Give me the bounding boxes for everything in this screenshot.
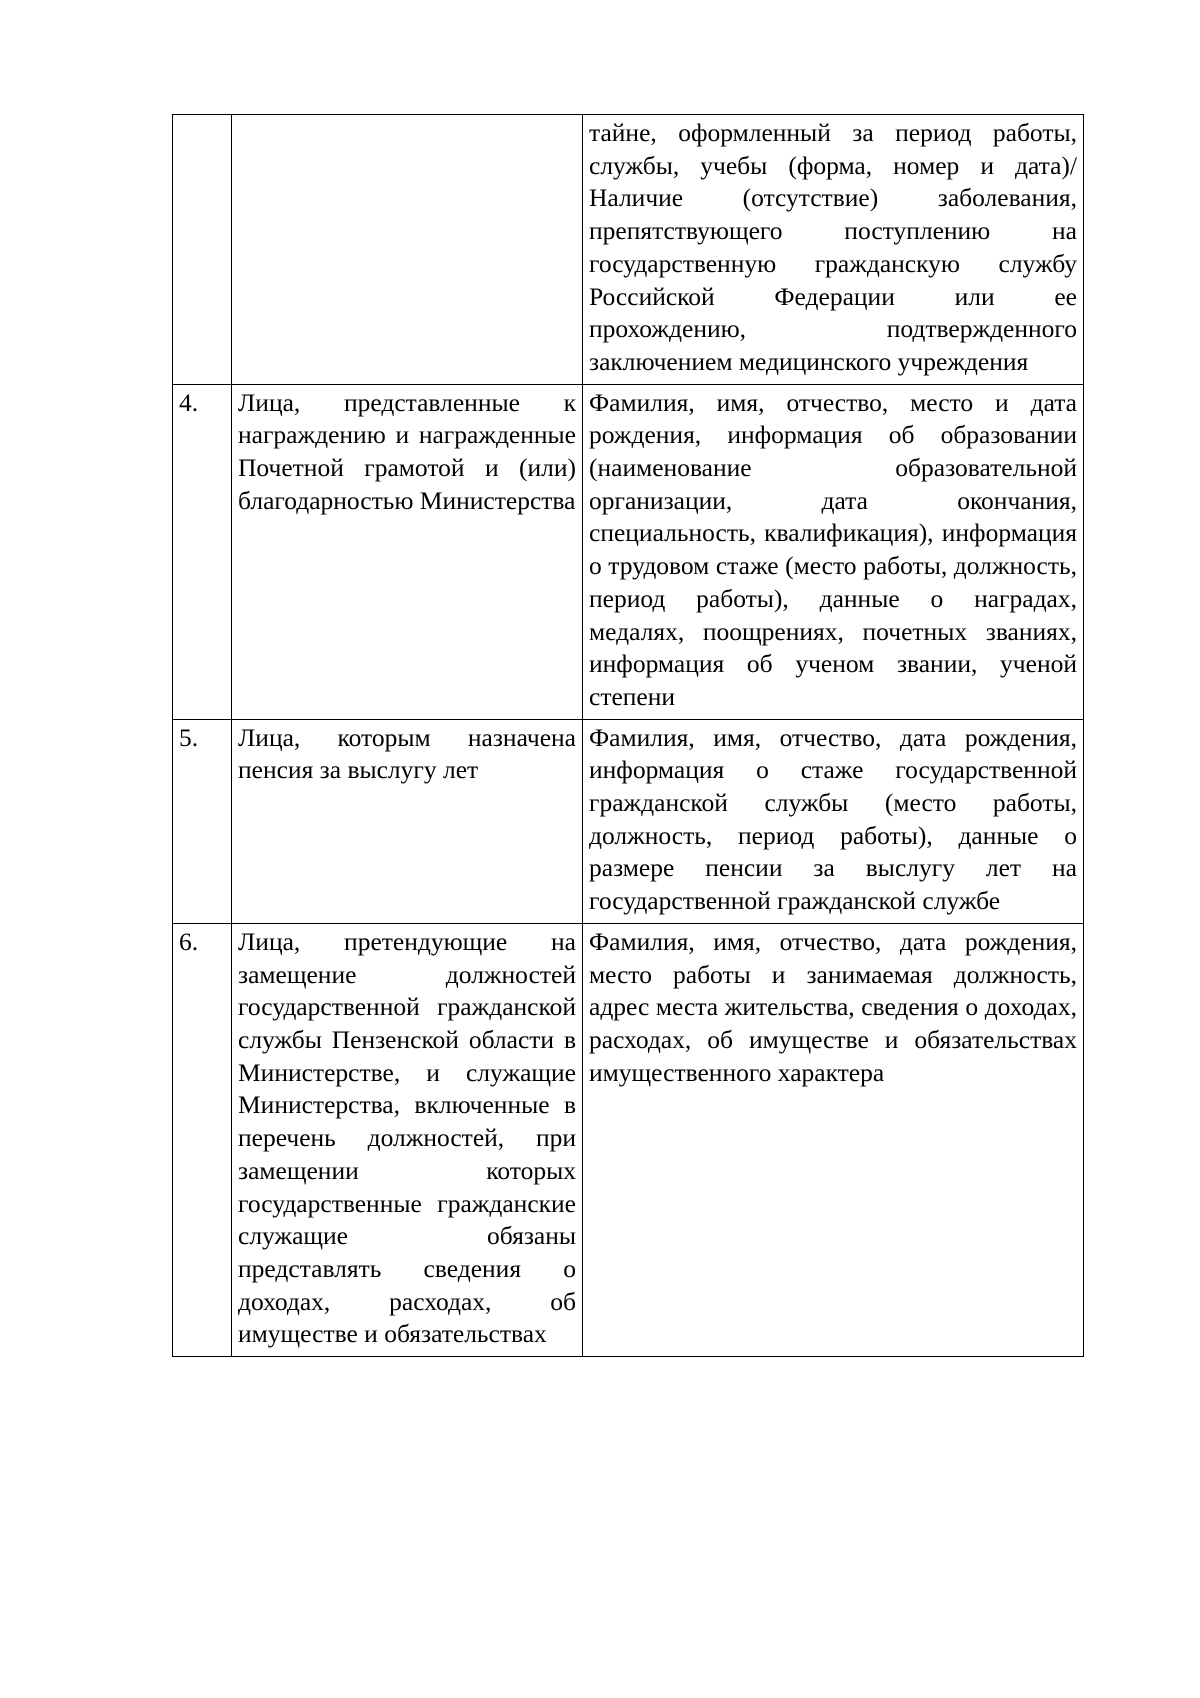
personal-data-cell: Фамилия, имя, отчество, дата рождения, информация о стаже государственной гражданской службы (место работы, должность, период работы), данные о размере пенсии за выслугу лет на государственной гражданской службе: [583, 719, 1084, 923]
personal-data-cell: Фамилия, имя, отчество, место и дата рождения, информация об образовании (наименование образовательной организации, дата окончания, специальность, квалификация), информация о трудовом стаже (место работы, должность, период работы), данные о наградах, медалях, поощрениях, почетных званиях, информация об ученом звании, ученой степени: [583, 384, 1084, 719]
subject-category-cell: Лица, которым назначена пенсия за выслугу лет: [232, 719, 583, 923]
table-row: [173, 923, 1084, 1356]
personal-data-cell: тайне, оформленный за период работы, службы, учебы (форма, номер и дата)/Наличие (отсутствие) заболевания, препятствующего поступлению на государственную гражданскую службу Российской Федерации или ее прохождению, подтвержденного заключением медицинского учреждения: [583, 115, 1084, 385]
subject-category-cell: Лица, представленные к награждению и награжденные Почетной грамотой и (или) благодарностью Министерства: [232, 384, 583, 719]
row-number-cell: 5.: [173, 719, 232, 923]
subject-category-cell: Лица, претендующие на замещение должностей государственной гражданской службы Пензенской области в Министерстве, и служащие Министерства, включенные в перечень должностей, при замещении которых государственные гражданские служащие обязаны представлять сведения о доходах, расходах, об имуществе и обязательствах: [232, 923, 583, 1356]
subject-category-cell: [232, 115, 583, 385]
row-number-cell: 6.: [173, 923, 232, 1356]
personal-data-table: [172, 114, 1084, 1357]
personal-data-cell: Фамилия, имя, отчество, дата рождения, место работы и занимаемая должность, адрес места жительства, сведения о доходах, расходах, об имуществе и обязательствах имущественного характера: [583, 923, 1084, 1356]
table-row: [173, 719, 1084, 923]
row-number-cell: 4.: [173, 384, 232, 719]
table-row: [173, 115, 1084, 385]
table-row: [173, 384, 1084, 719]
row-number-cell: [173, 115, 232, 385]
